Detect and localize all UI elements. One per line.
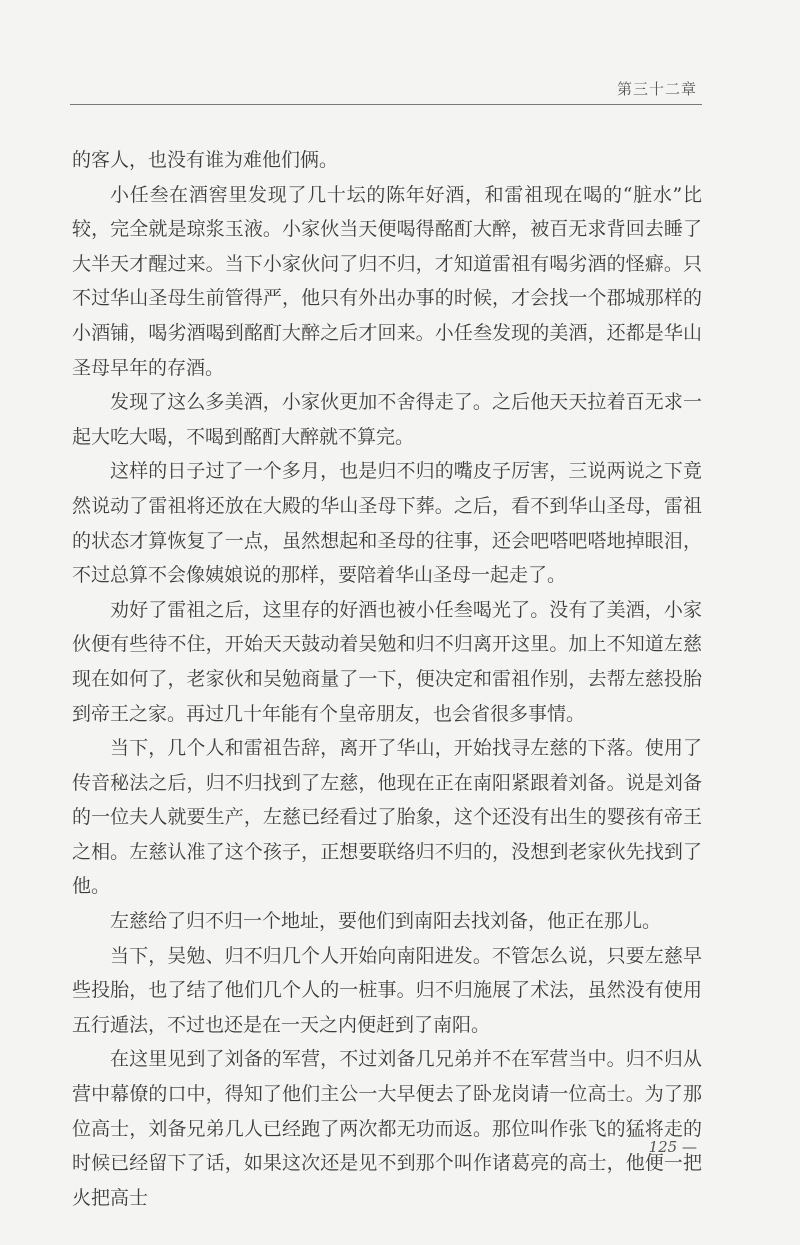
running-header-chapter: 第三十二章 xyxy=(616,80,697,98)
paragraph-6: 当下，几个人和雷祖告辞，离开了华山，开始找寻左慈的下落。使用了传音秘法之后，归不归找到了左慈，他现在正在南阳紧跟着刘备。说是刘备的一位夫人就要生产，左慈已经看过了胎象，这个还没有出生的婴孩有帝王之相。左慈认准了这个孩子，正想要联络归不归的，没想到老家伙先找到了他。 xyxy=(72,737,702,898)
paragraph-2: 小任叁在酒窖里发现了几十坛的陈年好酒，和雷祖现在喝的“脏水”比较，完全就是琼浆玉液。小家伙当天便喝得酩酊大醉，被百无求背回去睡了大半天才醒过来。当下小家伙问了归不归，才知道雷祖有喝劣酒的怪癖。只不过华山圣母生前管得严，他只有外出办事的时候，才会找一个郡城那样的小酒铺，喝劣酒喝到酩酊大醉之后才回来。小任叁发现的美酒，还都是华山圣母早年的存酒。 xyxy=(72,183,702,379)
paragraph-5: 劝好了雷祖之后，这里存的好酒也被小任叁喝光了。没有了美酒，小家伙便有些待不住，开始天天鼓动着吴勉和归不归离开这里。加上不知道左慈现在如何了，老家伙和吴勉商量了一下，便决定和雷祖作别，去帮左慈投胎到帝王之家。再过几十年能有个皇帝朋友，也会省很多事情。 xyxy=(72,598,702,725)
paragraph-1: 的客人，也没有谁为难他们俩。 xyxy=(72,149,339,171)
paragraph-3: 发现了这么多美酒，小家伙更加不舍得走了。之后他天天拉着百无求一起大吃大喝，不喝到酩酊大醉就不算完。 xyxy=(72,391,702,448)
page-number: 125 — xyxy=(648,1138,697,1156)
paragraph-7: 左慈给了归不归一个地址，要他们到南阳去找刘备，他正在那儿。 xyxy=(110,910,662,933)
body-text xyxy=(72,143,702,1215)
paragraph-4: 这样的日子过了一个多月，也是归不归的嘴皮子厉害，三说两说之下竟然说动了雷祖将还放在大殿的华山圣母下葬。之后，看不到华山圣母，雷祖的状态才算恢复了一点，虽然想起和圣母的往事，还会吧嗒吧嗒地掉眼泪，不过总算不会像姨娘说的那样，要陪着华山圣母一起走了。 xyxy=(72,460,702,587)
paragraph-8: 当下，吴勉、归不归几个人开始向南阳进发。不管怎么说，只要左慈早些投胎，也了结了他们几个人的一桩事。归不归施展了术法，虽然没有使用五行遁法，不过也还是在一天之内便赶到了南阳。 xyxy=(72,944,702,1036)
header-rule xyxy=(70,104,702,105)
paragraph-9: 在这里见到了刘备的军营，不过刘备几兄弟并不在军营当中。归不归从营中幕僚的口中，得知了他们主公一大早便去了卧龙岗请一位高士。为了那位高士，刘备兄弟几人已经跑了两次都无功而返。那位叫作张飞的猛将走的时候已经留下了话，如果这次还是见不到那个叫作诸葛亮的高士，他便一把火把高士 xyxy=(72,1048,702,1209)
